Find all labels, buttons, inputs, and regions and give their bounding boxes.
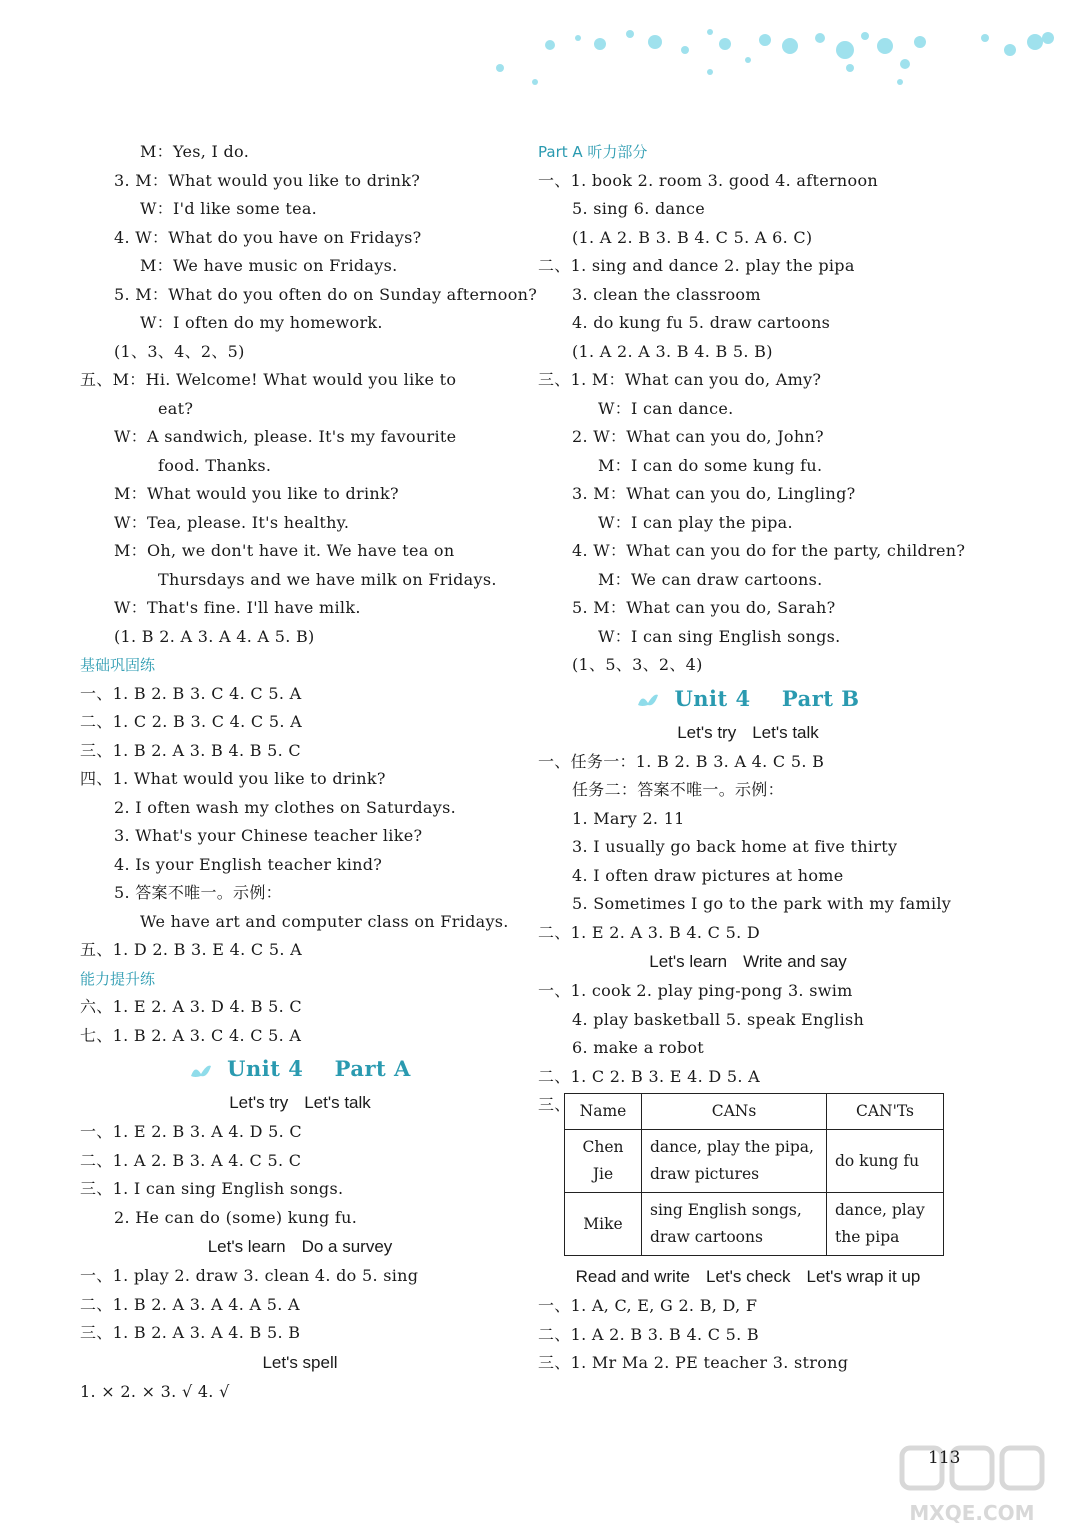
table-cell: dance, play the pipa [827,1193,944,1256]
answer-line: eat? [158,398,194,418]
table-row [565,1193,944,1256]
answer-line: W：That's fine. I'll have milk. [114,598,361,617]
answer-line: 二、1. B 2. A 3. A 4. A 5. A [80,1294,300,1314]
answer-line: 任务二：答案不唯一。示例： [572,780,784,799]
answer-line: 二、1. C 2. B 3. E 4. D 5. A [538,1066,760,1086]
section-heading: Part A 听力部分 [538,143,648,161]
answer-line: (1. A 2. A 3. B 4. B 5. B) [572,341,773,361]
answer-line: 一、1. play 2. draw 3. clean 4. do 5. sing [80,1266,419,1285]
table-cell: dance, play the pipa, draw pictures [642,1130,827,1193]
watermark-logo [882,1440,1062,1530]
answer-line: 3. M：What would you like to drink? [114,170,421,190]
answer-line: M：I can do some kung fu. [598,455,823,475]
answer-line: 4. do kung fu 5. draw cartoons [572,313,831,332]
table-header-row [565,1094,944,1130]
subsection-heading: Let's learn Do a survey [207,1237,393,1256]
table-label: 三、 [538,1095,571,1114]
answer-line: 1. × 2. × 3. √ 4. √ [80,1381,230,1401]
section-heading: 基础巩固练 [80,656,156,674]
answer-line: 一、1. E 2. B 3. A 4. D 5. C [80,1122,302,1141]
answer-line: 1. Mary 2. 11 [572,808,685,828]
section-heading: 能力提升练 [80,969,156,988]
answer-line: 二、1. A 2. B 3. A 4. C 5. C [80,1150,302,1170]
answer-line: M：Oh, we don't have it. We have tea on [114,541,455,560]
answer-line: 3. clean the classroom [572,284,761,304]
answer-line: 二、1. A 2. B 3. B 4. C 5. B [538,1324,759,1344]
table-cell: Chen Jie [565,1130,642,1193]
answer-line: 二、1. E 2. A 3. B 4. C 5. D [538,922,760,942]
answer-line: (1、3、4、2、5) [114,341,245,361]
answer-line: 5. M：What can you do, Sarah? [572,598,836,617]
answer-line: 五、1. D 2. B 3. E 4. C 5. A [80,940,302,959]
answer-line: (1. A 2. B 3. B 4. C 5. A 6. C) [572,227,813,247]
answer-line: W：I can dance. [598,398,734,418]
answer-line: 六、1. E 2. A 3. D 4. B 5. C [80,997,302,1016]
answer-line: 三、1. I can sing English songs. [80,1179,344,1198]
table-cell: sing English songs, draw cartoons [642,1193,827,1256]
answer-line: 二、1. C 2. B 3. C 4. C 5. A [80,712,302,731]
subsection-heading: Let's try Let's talk [677,722,819,742]
table-row [565,1130,944,1193]
answer-line: 一、1. book 2. room 3. good 4. afternoon [538,170,878,190]
answer-line: 3. M：What can you do, Lingling? [572,484,856,503]
answer-line: 三、1. Mr Ma 2. PE teacher 3. strong [538,1353,849,1372]
answer-line: W：A sandwich, please. It's my favourite [114,427,457,446]
page-number: 113 [928,1448,961,1468]
answer-line: M：We can draw cartoons. [598,569,823,589]
answer-line: W：I often do my homework. [140,313,383,332]
right-column [538,138,966,1378]
answer-line: W：I can play the pipa. [598,512,793,532]
answer-line: Thursdays and we have milk on Fridays. [158,569,497,589]
answer-line: 三、1. B 2. A 3. B 4. B 5. C [80,740,301,760]
answer-line: W：I'd like some tea. [140,199,318,218]
decorative-header-splash [480,20,1060,100]
subsection-heading: Read and write Let's check Let's wrap it up [575,1267,921,1286]
answer-line: W：Tea, please. It's healthy. [114,512,350,532]
subsection-heading: Let's try Let's talk [229,1093,371,1112]
answer-line: 三、1. B 2. A 3. A 4. B 5. B [80,1323,301,1342]
answer-line: 2. W：What can you do, John? [572,427,824,446]
answer-line: 一、1. cook 2. play ping-pong 3. swim [538,981,853,1000]
answer-line: 五、M：Hi. Welcome! What would you like to [80,370,457,389]
answer-line: (1. B 2. A 3. A 4. A 5. B) [114,626,315,646]
unit-heading-part-a [80,1050,520,1088]
answer-line: 四、1. What would you like to drink? [80,769,386,788]
answer-line: 2. He can do (some) kung fu. [114,1207,358,1227]
table-header-cell: CAN'Ts [827,1094,944,1130]
answer-line: 3. I usually go back home at five thirty [572,837,898,856]
answer-line: 一、1. B 2. B 3. C 4. C 5. A [80,683,302,703]
answer-line: 4. W：What can you do for the party, children? [572,541,966,560]
answer-line: 4. play basketball 5. speak English [572,1009,865,1029]
answer-line: 二、1. sing and dance 2. play the pipa [538,256,855,275]
leaf-icon [636,693,660,707]
answer-line: M：What would you like to drink? [114,484,399,503]
answer-line: 6. make a robot [572,1038,705,1057]
table-header-cell: Name [565,1094,642,1130]
table-header-cell: CANs [642,1094,827,1130]
answer-line: 一、任务一：1. B 2. B 3. A 4. C 5. B [538,751,825,771]
unit-part: Part B [781,685,860,711]
answer-line: W：I can sing English songs. [598,626,841,646]
answer-line: food. Thanks. [158,455,272,475]
answer-line: 4. W：What do you have on Fridays? [114,227,422,247]
answer-line: 5. sing 6. dance [572,199,705,218]
answer-line: M：We have music on Fridays. [140,256,398,275]
table-block [538,1091,958,1256]
answer-line: 5. 答案不唯一。示例： [114,883,282,902]
answer-line: 5. Sometimes I go to the park with my family [572,894,952,913]
answer-line: M：Yes, I do. [140,142,250,161]
answer-line: 七、1. B 2. A 3. C 4. C 5. A [80,1025,302,1045]
ability-table [564,1093,944,1256]
svg-text:MXQE.COM: MXQE.COM [909,1501,1035,1525]
answer-line: 一、1. A, C, E, G 2. B, D, F [538,1296,758,1315]
unit-title: Unit 4 [227,1056,304,1081]
table-cell: Mike [565,1193,642,1256]
unit-title: Unit 4 [674,685,751,711]
unit-heading-part-b [538,680,958,718]
subsection-heading: Let's spell [262,1352,338,1372]
answer-line: 2. I often wash my clothes on Saturdays. [114,797,456,817]
answer-line: 三、1. M：What can you do, Amy? [538,370,822,389]
subsection-heading: Let's learn Write and say [649,952,847,971]
table-cell: do kung fu [827,1130,944,1193]
answer-line: (1、5、3、2、4) [572,655,703,674]
answer-line: We have art and computer class on Fridays. [140,911,509,931]
unit-part: Part A [334,1056,411,1081]
answer-line: 4. Is your English teacher kind? [114,854,383,874]
answer-line: 3. What's your Chinese teacher like? [114,826,423,845]
answer-line: 5. M：What do you often do on Sunday afternoon? [114,284,538,304]
answer-line: 4. I often draw pictures at home [572,865,844,885]
left-column [80,138,538,1406]
leaf-icon [189,1064,213,1078]
